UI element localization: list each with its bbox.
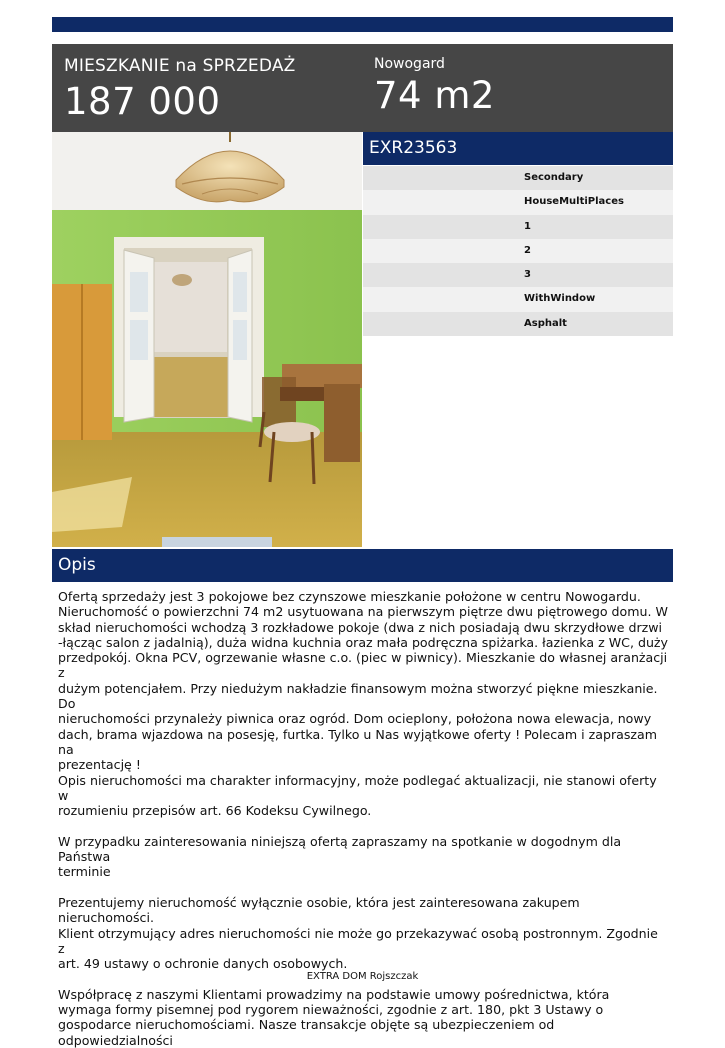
price: 187 000 [64, 80, 221, 123]
description-line: W przypadku zainteresowania niniejszą ofertą zapraszamy na spotkanie w dogodnym dla Państwa [58, 833, 622, 865]
description-line: wymaga formy pisemnej pod rygorem nieważności, zgodnie z art. 180, pkt 3 Ustawy o [58, 1002, 604, 1018]
attributes-table [363, 166, 673, 336]
description-line: dach, brama wjazdowa na posesję, furtka. Tylko u Nas wyjątkowe oferty ! Polecam i zapraszam na [58, 726, 658, 757]
attribute-row: 3 [363, 263, 673, 287]
description-line: Nieruchomość o powierzchni 74 m2 usytuowana na pierwszym piętrze dwu piętrowego domu. W [58, 604, 668, 620]
description-line: art. 49 ustawy o ochronie danych osobowych. [58, 956, 348, 972]
paragraph-gap [58, 880, 668, 895]
attribute-row: 1 [363, 215, 673, 239]
attribute-row: WithWindow [363, 287, 673, 311]
description-line: Ofertą sprzedaży jest 3 pokojowe bez czynszowe mieszkanie położone w centru Nowogardu. [58, 589, 641, 604]
description-line: przedpokój. Okna PCV, ogrzewanie własne c.o. (piec w piwnicy). Mieszkanie do własnej aranżacji z [58, 650, 668, 681]
area: 74 m2 [374, 74, 495, 117]
paragraph-gap [58, 818, 668, 833]
attribute-row: HouseMultiPlaces [363, 190, 673, 214]
description-line: Opis nieruchomości ma charakter informacyjny, może podlegać aktualizacji, nie stanowi oferty w [58, 772, 657, 803]
city: Nowogard [374, 56, 445, 72]
description-line: Współpracę z naszymi Klientami prowadzimy na podstawie umowy pośrednictwa, która [58, 986, 610, 1002]
location-summary [374, 56, 495, 117]
attribute-row: 2 [363, 239, 673, 263]
description-line: prezentację ! [58, 757, 141, 773]
attribute-row: Secondary [363, 166, 673, 190]
offer-type: MIESZKANIE na SPRZEDAŻ [64, 56, 296, 76]
reference-number: EXR23563 [363, 132, 673, 165]
description-line: skład nieruchomości wchodzą 3 rozkładowe pokoje (dwa z nich posiadają dwu skrzydłowe drzwi [58, 619, 663, 635]
description-line: terminie [58, 864, 111, 880]
offer-summary [64, 56, 296, 123]
listing-header [52, 44, 673, 132]
description-line: -łącząc salon z jadalnią), duża widna kuchnia oraz mała podręczna spiżarka. łazienka z WC, duży [58, 634, 668, 650]
attribute-row: Asphalt [363, 312, 673, 336]
description-line: gospodarce nieruchomościami. Nasze transakcje objęte są ubezpieczeniem od odpowiedzialności [58, 1017, 555, 1048]
description-line: Prezentujemy nieruchomość wyłącznie osobie, która jest zainteresowana zakupem nieruchomości. [58, 894, 580, 926]
description-heading: Opis [52, 549, 673, 582]
description-line: dużym potencjałem. Przy niedużym nakładzie finansowym można stworzyć piękne mieszkanie. Do [58, 680, 658, 712]
description-line: rozumieniu przepisów art. 66 Kodeksu Cywilnego. [58, 803, 372, 819]
top-accent-bar [52, 17, 673, 32]
property-photo [52, 132, 362, 547]
description-line: Klient otrzymujący adres nieruchomości nie może go przekazywać osobą postronnym. Zgodnie z [58, 925, 658, 956]
agency-footer: EXTRA DOM Rojszczak [306, 971, 419, 982]
description-line: nieruchomości przynależy piwnica oraz ogród. Dom ocieplony, położona nowa elewacja, nowy [58, 711, 652, 727]
